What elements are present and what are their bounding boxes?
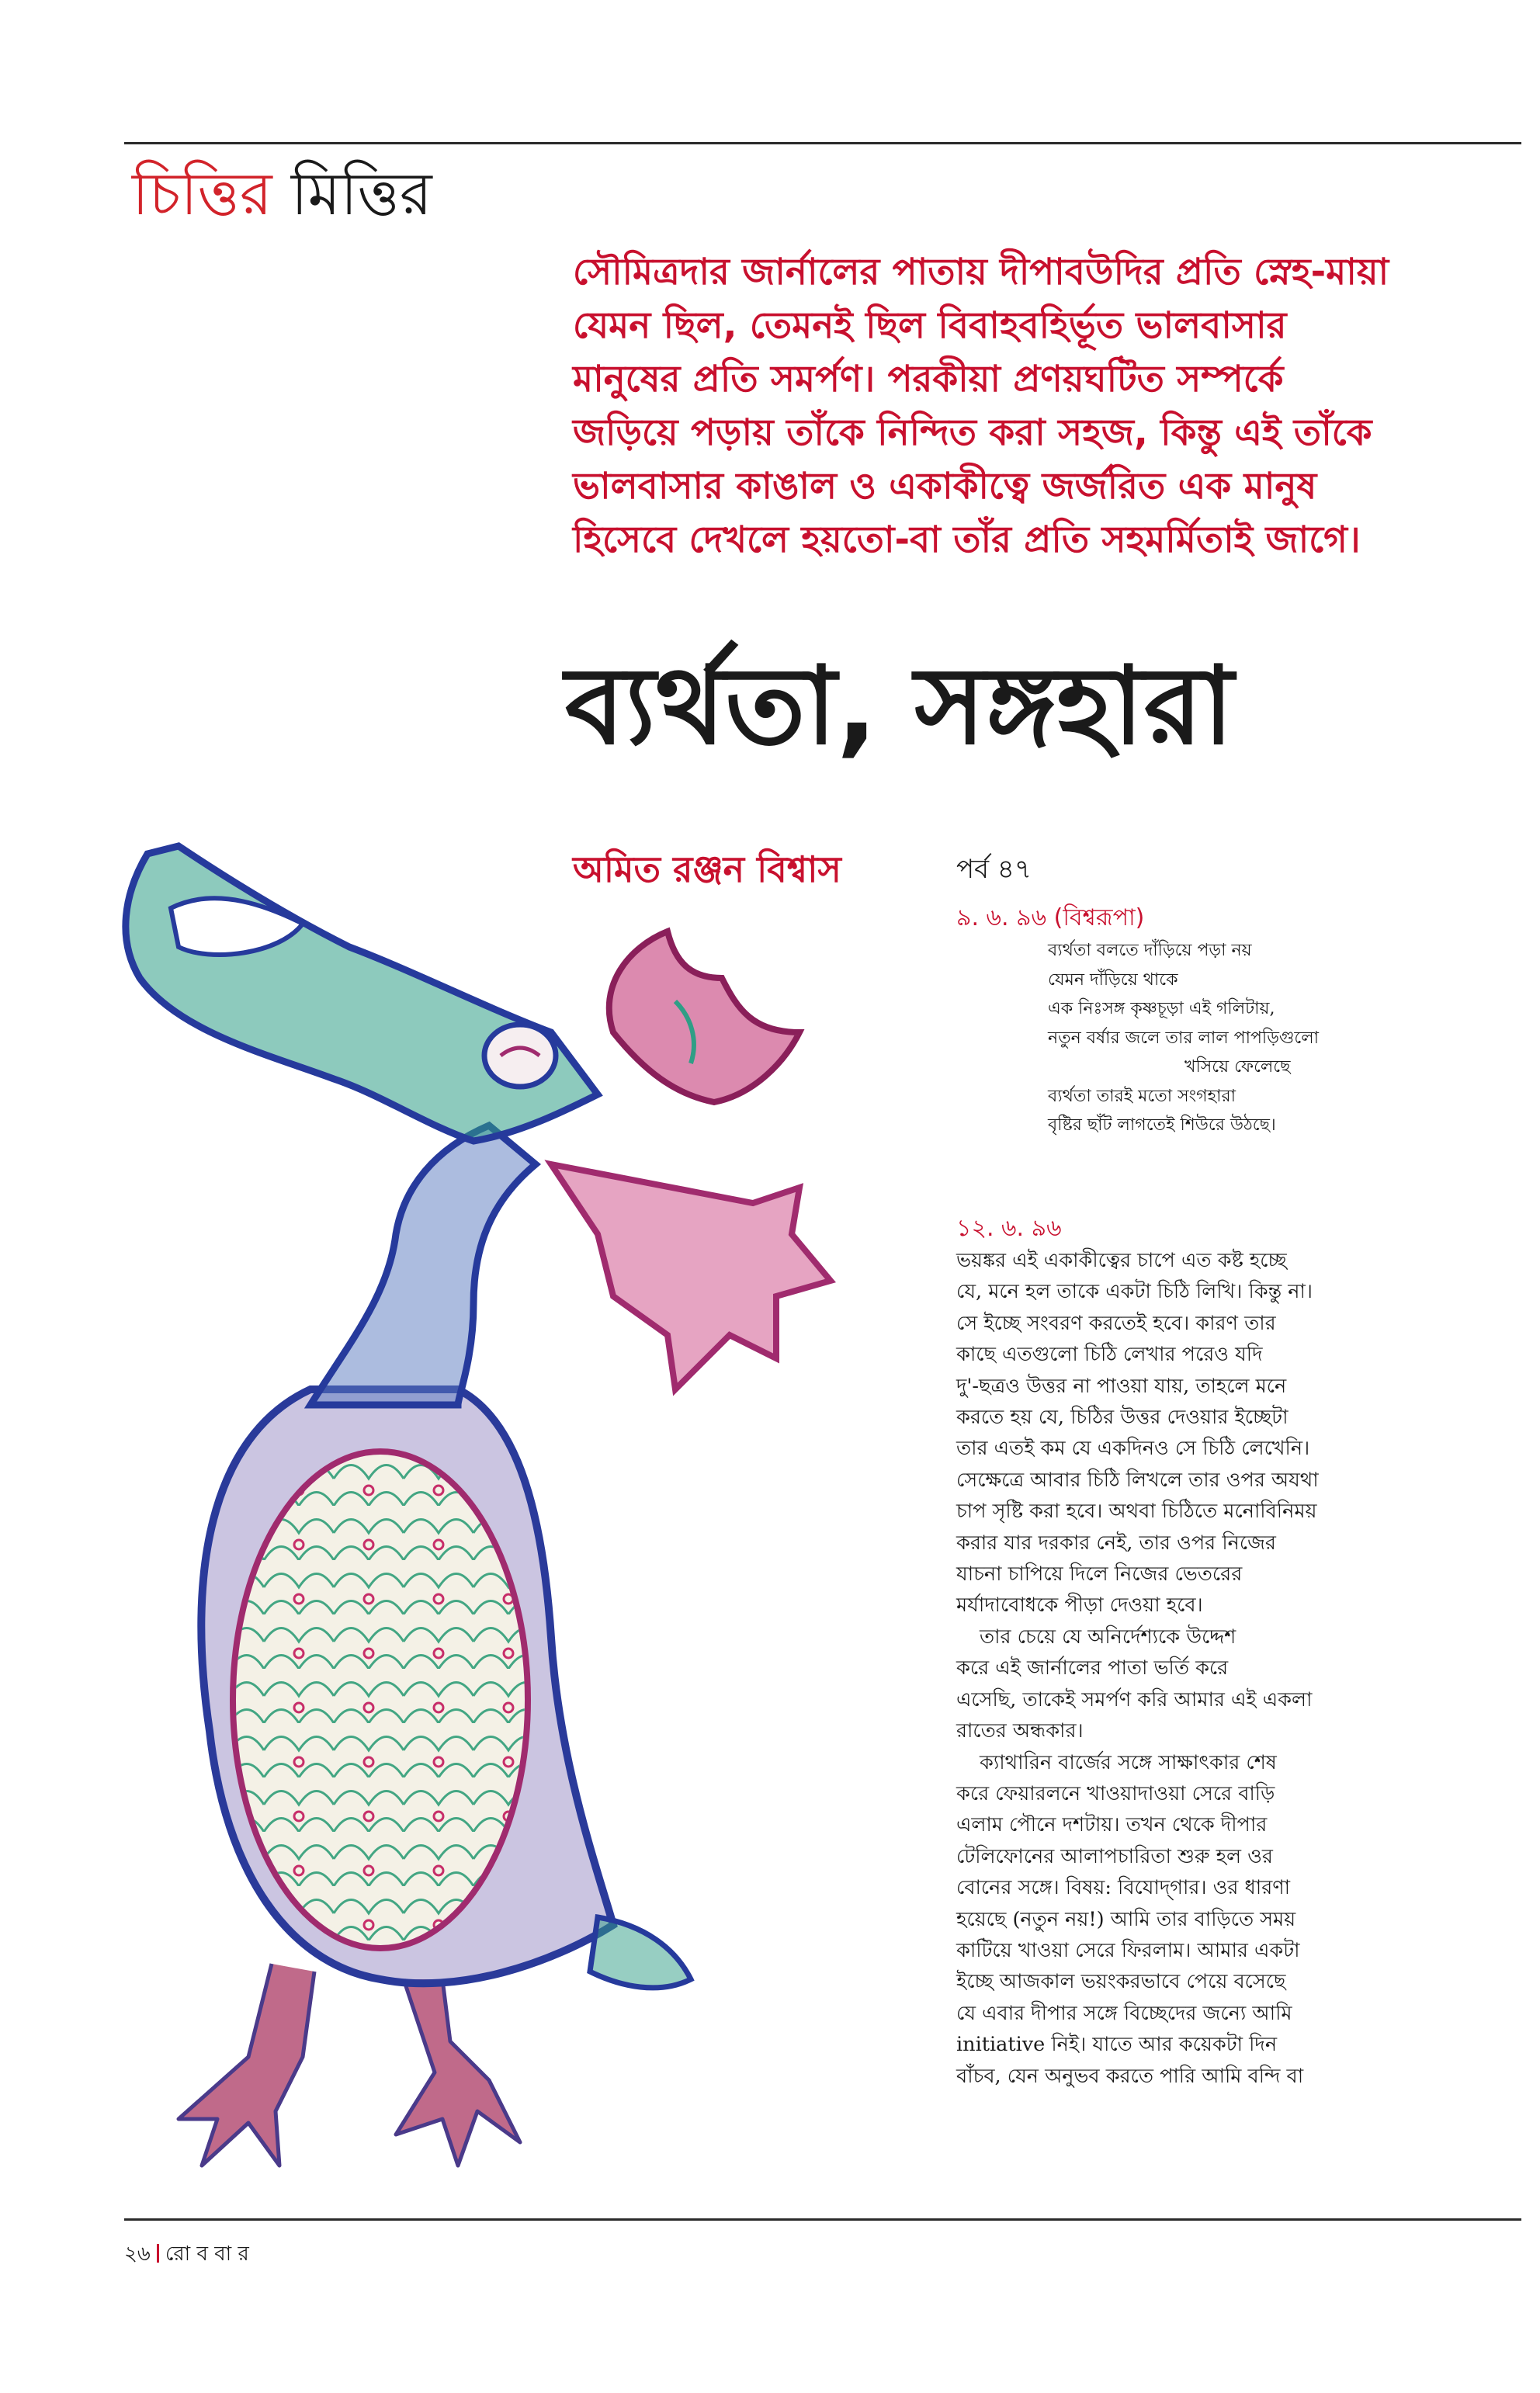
poem-line: যেমন দাঁড়িয়ে থাকে xyxy=(1048,969,1178,990)
footer-divider xyxy=(157,2244,159,2263)
page-footer xyxy=(124,2239,249,2270)
poem-line: খসিয়ে ফেলেছে xyxy=(1184,1057,1291,1077)
poem-line: ব্যর্থতা তারই মতো সংগহারা xyxy=(1048,1086,1236,1106)
bird-head xyxy=(126,846,598,1141)
standfirst xyxy=(573,245,1504,567)
part-number: পর্ব ৪৭ xyxy=(956,854,1032,885)
prose-line: ক্যাথারিন বার্জের সঙ্গে সাক্ষাৎকার শেষ xyxy=(980,1750,1277,1774)
magazine-name: রো ব বা র xyxy=(165,2242,249,2266)
poem-line: বৃষ্টির ছাঁট লাগতেই শিউরে উঠছে। xyxy=(1048,1115,1276,1135)
bird-illustration xyxy=(54,799,931,2212)
bird-neck xyxy=(310,1125,536,1405)
standfirst-line: মানুষের প্রতি সমর্পণ। পরকীয়া প্রণয়ঘটিত সম্পর্কে xyxy=(573,358,1284,401)
bird-legs xyxy=(179,1964,520,2166)
prose-line: এসেছি, তাকেই সমর্পণ করি আমার এই একলা xyxy=(956,1687,1313,1712)
entry1-poem xyxy=(1048,936,1483,1140)
prose-line: করে এই জার্নালের পাতা ভর্তি করে xyxy=(956,1656,1229,1680)
prose-line: যে এবার দীপার সঙ্গে বিচ্ছেদের জন্যে আমি xyxy=(956,2001,1292,2025)
article-headline: ব্যর্থতা, সঙ্গহারা xyxy=(565,643,1234,768)
entry1-date-wrap xyxy=(956,900,1453,936)
page-number: ২৬ xyxy=(124,2242,151,2266)
poem-line: ব্যর্থতা বলতে দাঁড়িয়ে পড়া নয় xyxy=(1048,941,1252,960)
prose-line: ভয়ঙ্কর এই একাকীত্বের চাপে এত কষ্ট হচ্ছে xyxy=(956,1249,1287,1272)
entry2-date-wrap xyxy=(956,1211,1453,1247)
prose-line: হয়েছে (নতুন নয়!) আমি তার বাড়িতে সময় xyxy=(956,1907,1296,1931)
bird-eye xyxy=(484,1025,556,1087)
prose-line: টেলিফোনের আলাপচারিতা শুরু হল ওর xyxy=(956,1844,1273,1868)
prose-line: করার যার দরকার নেই, তার ওপর নিজের xyxy=(956,1531,1276,1555)
prose-line: যাচনা চাপিয়ে দিলে নিজের ভেতরের xyxy=(956,1562,1243,1587)
standfirst-line: হিসেবে দেখলে হয়তো-বা তাঁর প্রতি সহমর্মিতাই জাগে। xyxy=(573,518,1361,561)
top-rule xyxy=(124,142,1521,144)
section-title-black: মিত্তির xyxy=(290,159,432,228)
standfirst-line: জড়িয়ে পড়ায় তাঁকে নিন্দিত করা সহজ, কিন্তু এই তাঁকে xyxy=(573,411,1372,454)
bird-crest xyxy=(609,931,799,1102)
poem-line: নতুন বর্ষার জলে তার লাল পাপড়িগুলো xyxy=(1048,1028,1320,1048)
prose-line: চাপ সৃষ্টি করা হবে। অথবা চিঠিতে মনোবিনিময় xyxy=(956,1500,1317,1524)
prose-line: দু'-ছত্রও উত্তর না পাওয়া যায়, তাহলে মনে xyxy=(956,1374,1287,1398)
prose-line: কাটিয়ে খাওয়া সেরে ফিরলাম। আমার একটা xyxy=(956,1938,1300,1962)
bird-tongue xyxy=(551,1164,831,1389)
prose-line: বোনের সঙ্গে। বিষয়: বিযোদ্‌গার। ওর ধারণা xyxy=(956,1876,1291,1900)
section-title-red: চিত্তির xyxy=(132,159,272,228)
standfirst-line: সৌমিত্রদার জার্নালের পাতায় দীপাবউদির প্রতি স্নেহ-মায়া xyxy=(573,251,1389,293)
standfirst-line: যেমন ছিল, তেমনই ছিল বিবাহবহির্ভূত ভালবাসার xyxy=(573,304,1287,347)
section-title xyxy=(132,155,432,233)
poem-line: এক নিঃসঙ্গ কৃষ্ণচূড়া এই গলিটায়, xyxy=(1048,999,1275,1018)
entry2-date: ১২. ৬. ৯৬ xyxy=(956,1215,1062,1242)
prose-line: করতে হয় যে, চিঠির উত্তর দেওয়ার ইচ্ছেটা xyxy=(956,1406,1289,1430)
prose-line: initiative নিই। যাতে আর কয়েকটা দিন xyxy=(956,2033,1278,2057)
bird-tail xyxy=(590,1917,691,1988)
prose-line: রাতের অন্ধকার। xyxy=(956,1719,1084,1743)
prose-line: তার এতই কম যে একদিনও সে চিঠি লেখেনি। xyxy=(956,1437,1310,1461)
entry2-body xyxy=(956,1245,1422,2092)
prose-line: তার চেয়ে যে অনির্দেশ্যকে উদ্দেশ xyxy=(980,1625,1237,1649)
standfirst-line: ভালবাসার কাঙাল ও একাকীত্বে জর্জরিত এক মানুষ xyxy=(573,465,1317,508)
prose-line: সেক্ষেত্রে আবার চিঠি লিখলে তার ওপর অযথা xyxy=(956,1468,1319,1492)
prose-line: কাছে এতগুলো চিঠি লেখার পরেও যদি xyxy=(956,1343,1263,1367)
prose-line: বাঁচব, যেন অনুভব করতে পারি আমি বন্দি বা xyxy=(956,2064,1304,2088)
bottom-rule xyxy=(124,2218,1521,2221)
author-name: অমিত রঞ্জন বিশ্বাস xyxy=(573,848,841,890)
entry1-date: ৯. ৬. ৯৬ (বিশ্বরূপা) xyxy=(956,904,1145,931)
prose-line: করে ফেয়ারলনে খাওয়াদাওয়া সেরে বাড়ি xyxy=(956,1781,1275,1805)
prose-line: ইচ্ছে আজকাল ভয়ংকরভাবে পেয়ে বসেছে xyxy=(956,1970,1286,1994)
prose-line: সে ইচ্ছে সংবরণ করতেই হবে। কারণ তার xyxy=(956,1311,1276,1335)
prose-line: এলাম পৌনে দশটায়। তখন থেকে দীপার xyxy=(956,1813,1268,1837)
prose-line: যে, মনে হল তাকে একটা চিঠি লিখি। কিন্তু না। xyxy=(956,1280,1313,1304)
prose-line: মর্যাদাবোধকে পীড়া দেওয়া হবে। xyxy=(956,1594,1203,1618)
